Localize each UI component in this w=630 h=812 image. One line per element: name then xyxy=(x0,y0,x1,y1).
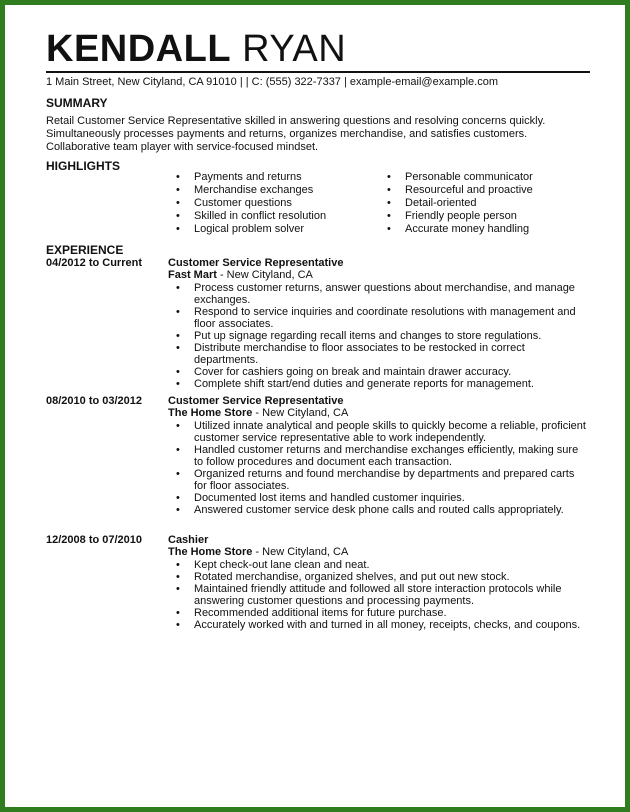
job-company: The Home Store xyxy=(168,546,253,558)
list-item: • Complete shift start/end duties and generate reports for management. xyxy=(176,378,586,390)
resume-page xyxy=(5,5,625,807)
job-location: - New Cityland, CA xyxy=(252,407,349,419)
list-item: • Accurate money handling xyxy=(387,223,533,236)
highlights-heading: HIGHLIGHTS xyxy=(46,159,120,173)
job-duties xyxy=(176,282,586,390)
list-item: • Skilled in conflict resolution xyxy=(176,210,326,223)
list-item: • Kept check-out lane clean and neat. xyxy=(176,559,586,571)
job-dates: 04/2012 to Current xyxy=(46,257,142,269)
list-item: • Resourceful and proactive xyxy=(387,184,533,197)
list-item: • Maintained friendly attitude and followed all store interaction protocols while answering customer questions and processing payments. xyxy=(176,583,586,607)
candidate-name xyxy=(46,29,346,69)
list-item: • Handled customer returns and merchandise exchanges efficiently, making sure to follow procedures and document each transaction. xyxy=(176,444,586,468)
job-company: Fast Mart xyxy=(168,269,217,281)
job-dates: 08/2010 to 03/2012 xyxy=(46,395,143,407)
experience-heading: EXPERIENCE xyxy=(46,243,124,257)
job-dates: 12/2008 to 07/2010 xyxy=(46,534,143,546)
list-item: • Accurately worked with and turned in all money, receipts, checks, and coupons. xyxy=(176,619,586,631)
summary-heading: SUMMARY xyxy=(46,96,108,110)
first-name: KENDALL xyxy=(46,28,232,70)
list-item: • Put up signage regarding recall items and changes to store regulations. xyxy=(176,330,586,342)
list-item: • Recommended additional items for future purchase. xyxy=(176,607,586,619)
list-item: • Payments and returns xyxy=(176,171,326,184)
list-item: • Personable communicator xyxy=(387,171,533,184)
list-item: • Customer questions xyxy=(176,197,326,210)
last-name: RYAN xyxy=(242,28,347,70)
list-item: • Respond to service inquiries and coordinate resolutions with management and floor associates. xyxy=(176,306,586,330)
list-item: • Rotated merchandise, organized shelves, and put out new stock. xyxy=(176,571,586,583)
list-item: • Answered customer service desk phone calls and routed calls appropriately. xyxy=(176,504,586,516)
highlights-right-list xyxy=(387,171,533,236)
list-item: • Distribute merchandise to floor associates to be restocked in correct departments. xyxy=(176,342,586,366)
list-item: • Documented lost items and handled customer inquiries. xyxy=(176,492,586,504)
list-item: • Organized returns and found merchandise by departments and prepared carts for floor associates. xyxy=(176,468,586,492)
job-duties xyxy=(176,559,586,631)
list-item: • Cover for cashiers going on break and maintain drawer accuracy. xyxy=(176,366,586,378)
summary-text: Retail Customer Service Representative skilled in answering questions and resolving concerns quickly. Simultaneously processes payments and returns, organizes merchandise, and satisfies customers. Collaborative team player with service-focused mindset. xyxy=(46,115,546,153)
job-company: The Home Store xyxy=(168,407,253,419)
job-title: Cashier xyxy=(168,534,209,546)
job-title: Customer Service Representative xyxy=(168,395,344,407)
list-item: • Utilized innate analytical and people skills to quickly become a reliable, proficient customer service representative able to work independently. xyxy=(176,420,586,444)
header-divider xyxy=(46,71,590,73)
job-location: - New Cityland, CA xyxy=(216,269,313,281)
list-item: • Logical problem solver xyxy=(176,223,326,236)
list-item: • Friendly people person xyxy=(387,210,533,223)
job-company-line xyxy=(168,546,348,559)
list-item: • Merchandise exchanges xyxy=(176,184,326,197)
job-company-line xyxy=(168,269,313,282)
highlights-left-list xyxy=(176,171,326,236)
job-title: Customer Service Representative xyxy=(168,257,344,269)
list-item: • Process customer returns, answer questions about merchandise, and manage exchanges. xyxy=(176,282,586,306)
list-item: • Detail-oriented xyxy=(387,197,533,210)
contact-line: 1 Main Street, New Cityland, CA 91010 | | C: (555) 322-7337 | example-email@example.com xyxy=(46,76,499,88)
job-location: - New Cityland, CA xyxy=(252,546,349,558)
job-duties xyxy=(176,420,586,516)
job-company-line xyxy=(168,407,348,420)
